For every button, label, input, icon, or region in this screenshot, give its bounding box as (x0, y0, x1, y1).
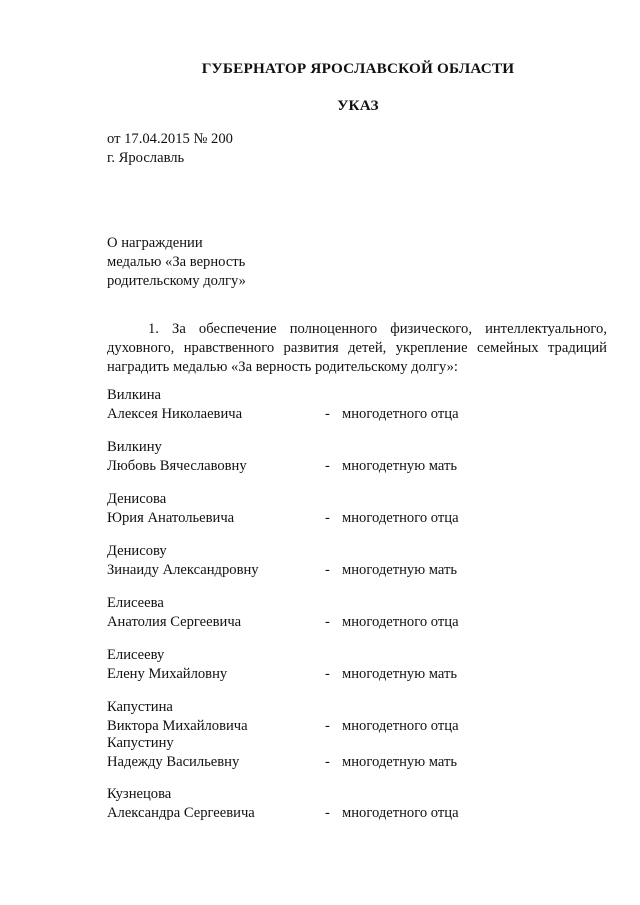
paragraph-1-text: 1. За обеспечение полноценного физического, интеллектуального, духовного, нравственного развития детей, укрепление семейных традиций наградить медалью «За верность родительскому долгу»: (107, 321, 607, 375)
list-dash: - (325, 458, 330, 474)
list-dash: - (325, 805, 330, 821)
awardee-name: Надежду Васильевну (107, 754, 240, 770)
awardee-role: многодетную мать (342, 666, 458, 682)
awardee-surname: Капустина (107, 699, 173, 715)
authority-heading: ГУБЕРНАТОР ЯРОСЛАВСКОЙ ОБЛАСТИ (201, 60, 515, 77)
awardee-row (107, 509, 607, 528)
awardee-role: многодетного отца (342, 718, 459, 734)
awardee-row (107, 717, 607, 736)
awardee-row (107, 613, 607, 632)
awardee-surname: Вилкину (107, 439, 162, 455)
awardee-name: Юрия Анатольевича (107, 510, 235, 526)
awardee-role: многодетного отца (342, 510, 459, 526)
subject-line-2: медалью «За верность (107, 254, 246, 270)
awardee-role: многодетную мать (342, 754, 458, 770)
awardee-row (107, 753, 607, 772)
paragraph-1 (107, 320, 607, 377)
awardee-name: Виктора Михайловича (107, 718, 248, 734)
awardee-name: Любовь Вячеславовну (107, 458, 247, 474)
list-dash: - (325, 406, 330, 422)
awardee-role: многодетную мать (342, 562, 458, 578)
awardee-name: Елену Михайловну (107, 666, 228, 682)
awardee-row (107, 665, 607, 684)
doc-type-heading: УКАЗ (337, 97, 379, 114)
list-dash: - (325, 718, 330, 734)
awardee-name: Зинаиду Александровну (107, 562, 259, 578)
list-dash: - (325, 754, 330, 770)
awardee-name: Александра Сергеевича (107, 805, 255, 821)
subject-line-1: О награждении (107, 235, 203, 251)
awardee-surname: Капустину (107, 735, 174, 751)
awardee-row (107, 457, 607, 476)
awardee-row (107, 804, 607, 823)
awardee-role: многодетную мать (342, 458, 458, 474)
awardee-role: многодетного отца (342, 406, 459, 422)
awardee-name: Алексея Николаевича (107, 406, 243, 422)
list-dash: - (325, 666, 330, 682)
awardee-surname: Кузнецова (107, 786, 172, 802)
list-dash: - (325, 510, 330, 526)
awardee-surname: Елисееву (107, 647, 165, 663)
awardee-surname: Денисову (107, 543, 167, 559)
awardee-row (107, 561, 607, 580)
date-number: от 17.04.2015 № 200 (107, 131, 233, 147)
awardee-surname: Елисеева (107, 595, 164, 611)
awardee-name: Анатолия Сергеевича (107, 614, 242, 630)
city: г. Ярославль (107, 150, 185, 166)
subject-line-3: родительскому долгу» (107, 273, 246, 289)
awardee-surname: Вилкина (107, 387, 162, 403)
list-dash: - (325, 614, 330, 630)
awardee-surname: Денисова (107, 491, 167, 507)
awardee-role: многодетного отца (342, 805, 459, 821)
list-dash: - (325, 562, 330, 578)
awardee-row (107, 405, 607, 424)
awardee-role: многодетного отца (342, 614, 459, 630)
